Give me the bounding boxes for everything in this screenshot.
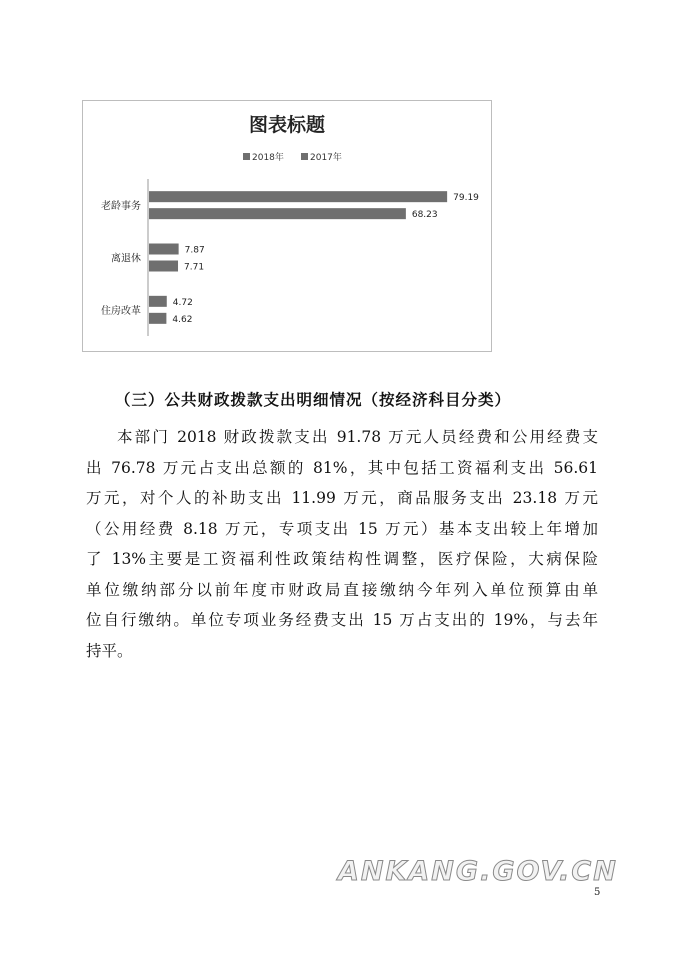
category-label: 老龄事务: [101, 201, 141, 213]
page-number: 5: [594, 887, 601, 898]
body-line: 出 76.78 万元占支出总额的 81%，其中包括工资福利支出 56.61: [86, 458, 598, 477]
body-line: （公用经费 8.18 万元，专项支出 15 万元）基本支出较上年增加: [86, 519, 598, 538]
body-line: 了 13%主要是工资福利性政策结构性调整，医疗保险，大病保险: [86, 550, 598, 568]
watermark: ANKANG.GOV.CN: [338, 856, 618, 887]
legend-label: 2017年: [310, 153, 342, 163]
body-line: 万元，对个人的补助支出 11.99 万元，商品服务支出 23.18 万元: [86, 489, 598, 507]
legend-label: 2018年: [252, 153, 284, 163]
legend-swatch: [243, 153, 250, 160]
data-label: 4.62: [172, 314, 193, 325]
data-label: 79.19: [453, 193, 479, 204]
bar: [149, 296, 167, 307]
bar-chart: [82, 100, 492, 352]
chart-canvas: [83, 101, 491, 351]
body-line: 本部门 2018 财政拨款支出 91.78 万元人员经费和公用经费支: [117, 428, 598, 446]
bar: [149, 313, 166, 324]
data-label: 7.71: [184, 262, 205, 273]
bar: [149, 191, 447, 202]
category-label: 住房改革: [101, 305, 141, 317]
legend-swatch: [301, 153, 308, 160]
data-label: 7.87: [184, 245, 205, 256]
bar: [149, 208, 406, 219]
chart-title: 图表标题: [248, 114, 326, 136]
data-label: 4.72: [172, 297, 193, 308]
body-line: 持平。: [86, 641, 133, 660]
data-label: 68.23: [411, 210, 438, 221]
section-heading: （三）公共财政拨款支出明细情况（按经济科目分类）: [115, 391, 512, 409]
category-label: 离退休: [111, 253, 141, 265]
body-paragraph: [86, 422, 598, 666]
bar: [149, 244, 179, 255]
bar: [149, 261, 178, 272]
body-line: 位自行缴纳。单位专项业务经费支出 15 万占支出的 19%，与去年: [86, 611, 598, 629]
body-line: 单位缴纳部分以前年度市财政局直接缴纳今年列入单位预算由单: [86, 580, 598, 599]
